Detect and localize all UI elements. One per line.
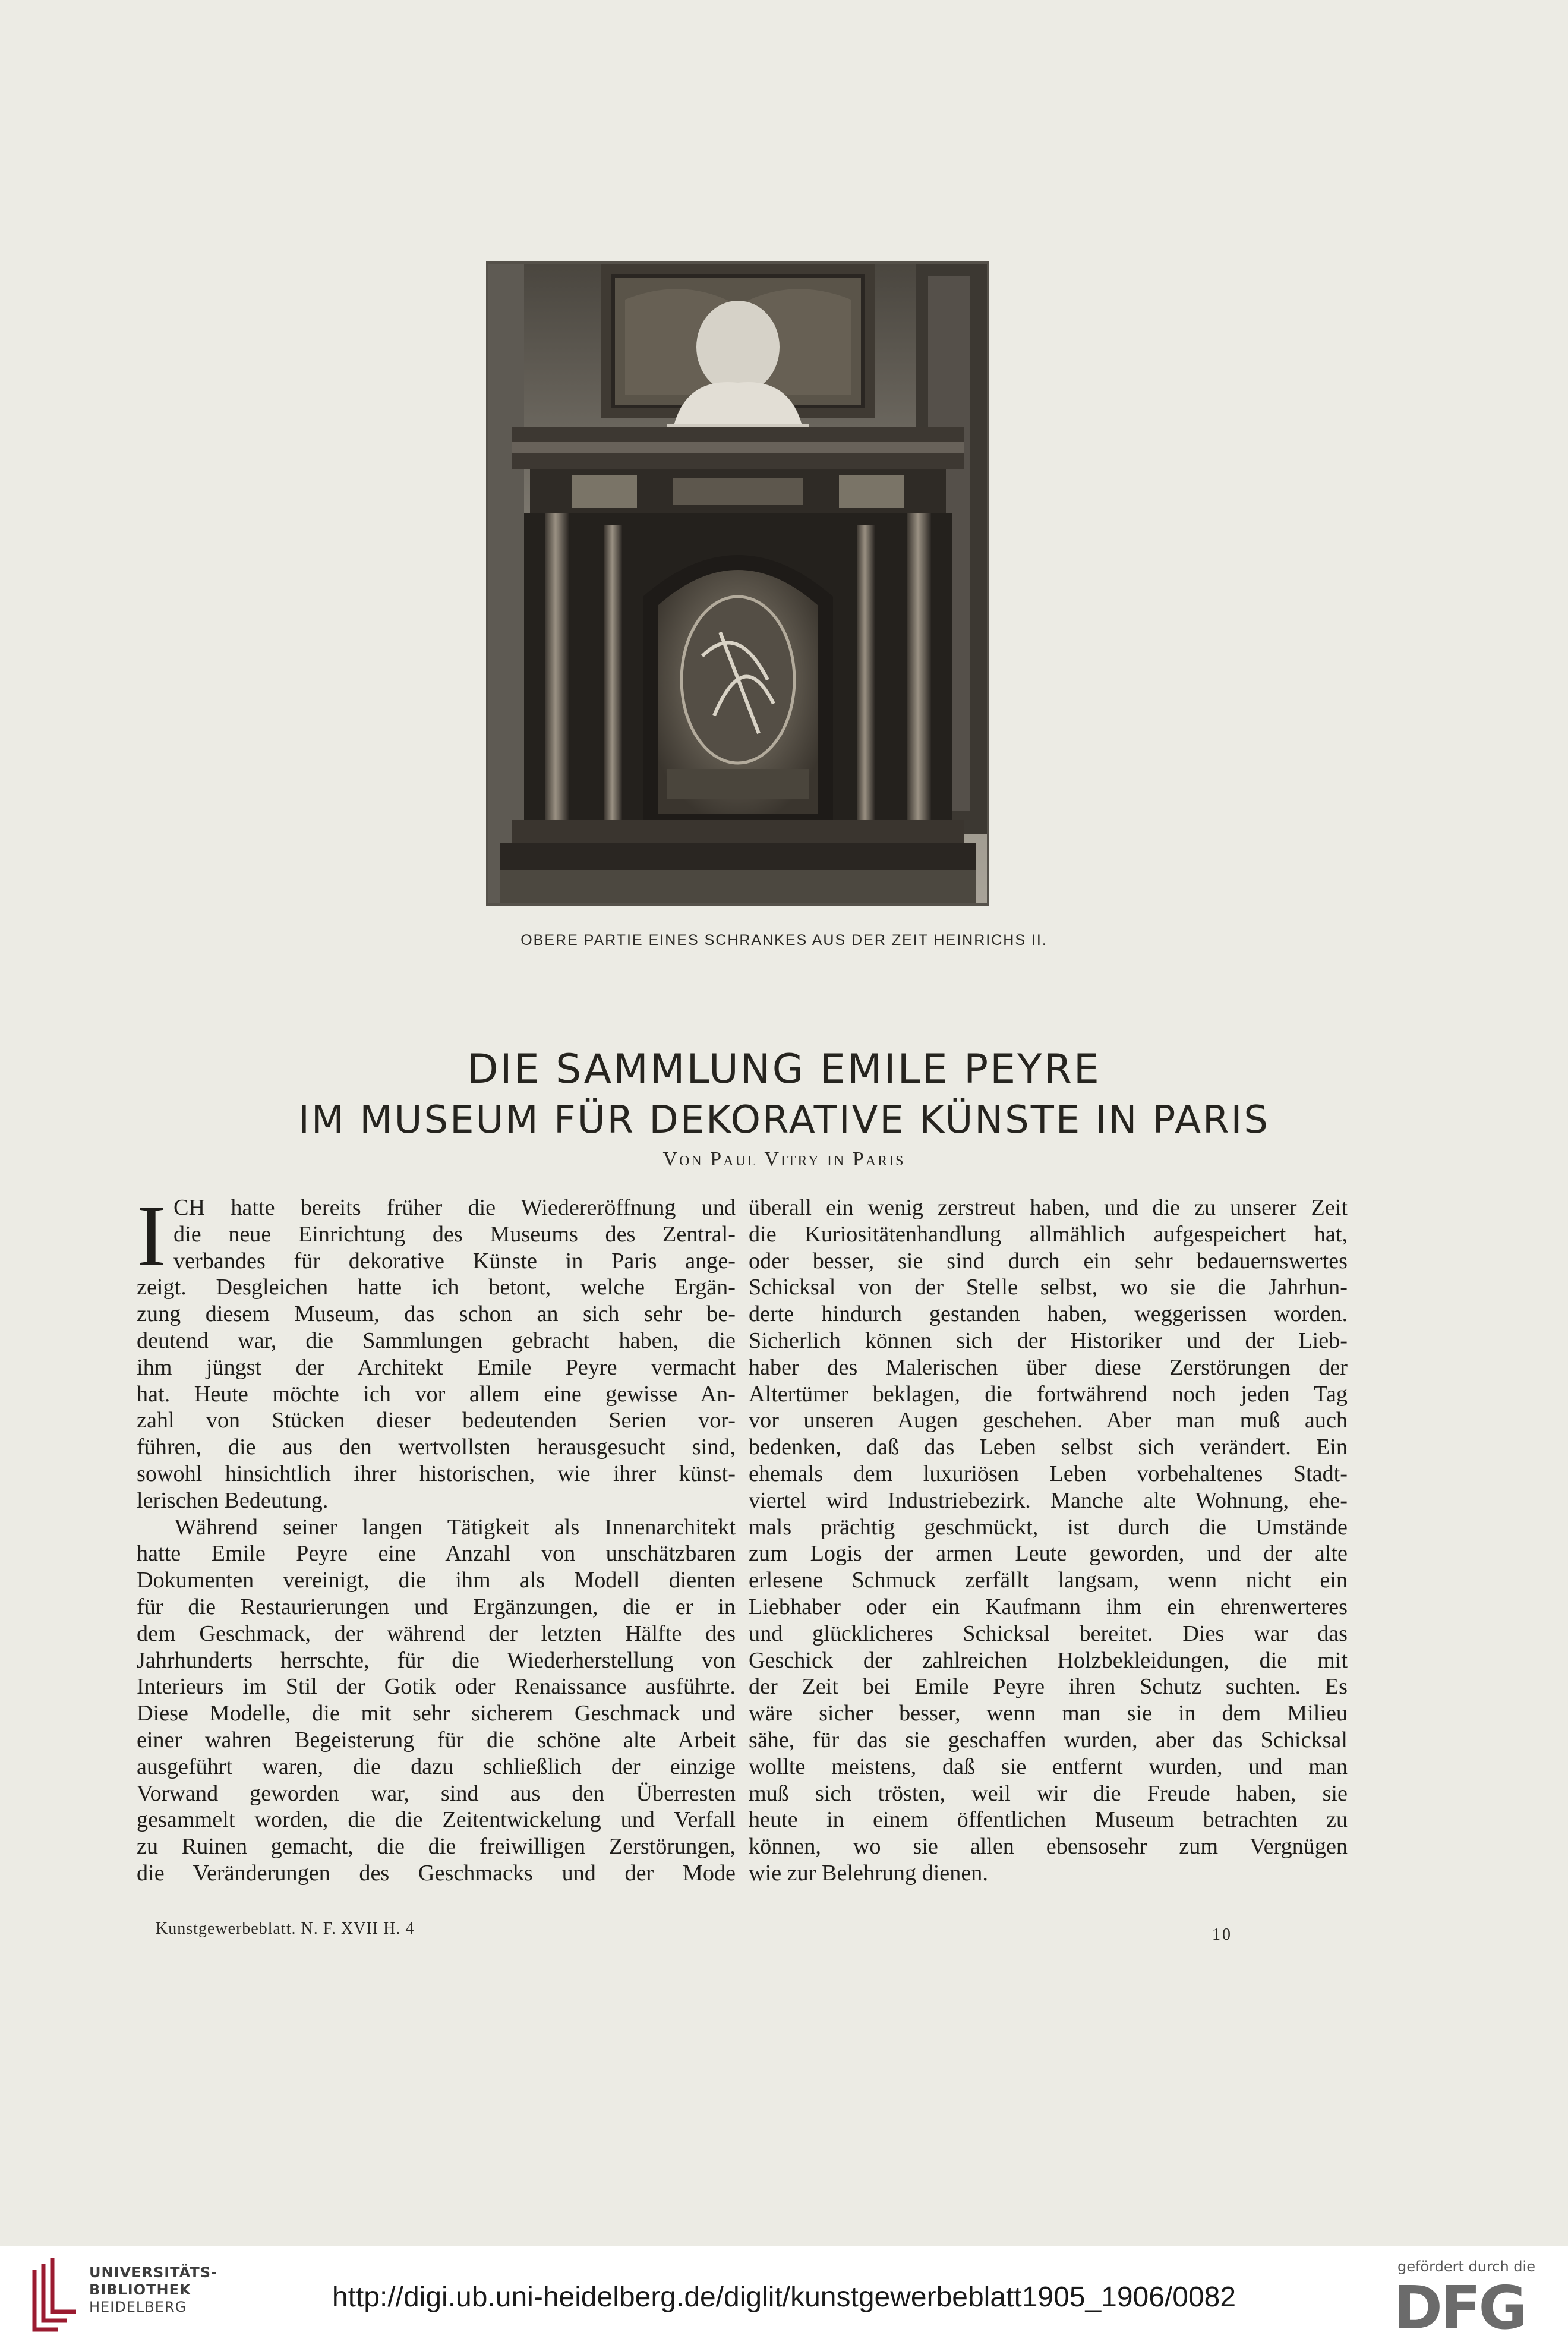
dfg-logo: DFG xyxy=(1393,2273,1525,2343)
journal-reference: Kunstgewerbeblatt. N. F. XVII H. 4 xyxy=(156,1920,415,1938)
text-line: vor unseren Augen geschehen. Aber man muß auch xyxy=(749,1408,1348,1433)
article-title-line-2: IM MUSEUM FÜR DEKORATIVE KÜNSTE IN PARIS xyxy=(298,1098,1270,1142)
text-line: verbandes für dekorative Künste in Paris ange- xyxy=(173,1248,736,1274)
text-line: Altertümer beklagen, die fortwährend noch jeden Tag xyxy=(749,1381,1348,1407)
text-line: Interieurs im Stil der Gotik oder Renaissance ausführte. xyxy=(137,1674,736,1700)
article-byline: Von Paul Vitry in Paris xyxy=(662,1148,906,1170)
text-line: ihm jüngst der Architekt Emile Peyre vermacht xyxy=(137,1354,736,1380)
cabinet-photograph xyxy=(486,261,989,906)
text-line: die Veränderungen des Geschmacks und der Mode xyxy=(137,1860,736,1886)
text-line: zum Logis der armen Leute geworden, und der alte xyxy=(749,1541,1348,1567)
text-line: Geschick der zahlreichen Holzbekleidungen, die mit xyxy=(749,1647,1348,1673)
text-line: zeigt. Desgleichen hatte ich betont, welche Ergän- xyxy=(137,1275,736,1300)
text-line: einer wahren Begeisterung für die schöne alte Arbeit xyxy=(137,1727,736,1753)
text-line: überall ein wenig zerstreut haben, und die zu unserer Zeit xyxy=(749,1195,1348,1220)
text-line: sowohl hinsichtlich ihrer historischen, wie ihrer künst- xyxy=(137,1461,736,1486)
text-line: Während seiner langen Tätigkeit als Innenarchitekt xyxy=(175,1514,736,1540)
drop-cap: I xyxy=(137,1187,166,1285)
text-line: CH hatte bereits früher die Wiedereröffnung und xyxy=(173,1195,736,1220)
text-line: zung diesem Museum, das schon an sich sehr be- xyxy=(137,1301,736,1327)
text-line: hatte Emile Peyre eine Anzahl von unschätzbaren xyxy=(137,1541,736,1567)
page-number: 10 xyxy=(1212,1925,1232,1944)
text-line: wäre sicher besser, wenn man sie in dem Milieu xyxy=(749,1701,1348,1726)
text-line: Vorwand geworden war, sind aus den Überresten xyxy=(137,1780,736,1806)
text-line: bedenken, daß das Leben selbst sich verändert. Ein xyxy=(749,1435,1348,1460)
text-line: sähe, für das sie geschaffen wurden, aber das Schicksal xyxy=(749,1727,1348,1753)
text-line: wie zur Belehrung dienen. xyxy=(749,1860,988,1886)
text-line: muß sich trösten, weil wir die Freude haben, sie xyxy=(749,1780,1348,1806)
text-line: und glücklicheres Schicksal bereitet. Dies war das xyxy=(749,1621,1348,1646)
text-line: viertel wird Industriebezirk. Manche alte Wohnung, ehe- xyxy=(749,1487,1348,1513)
text-line: erlesene Schmuck zerfällt langsam, wenn nicht ein xyxy=(749,1568,1348,1593)
text-line: mals prächtig geschmückt, ist durch die Umstände xyxy=(749,1514,1348,1540)
text-line: der Zeit bei Emile Peyre ihren Schutz suchten. Es xyxy=(749,1674,1348,1700)
text-line: heute in einem öffentlichen Museum betrachten zu xyxy=(749,1807,1348,1833)
text-column-right xyxy=(749,1194,1348,1887)
text-line: ausgeführt waren, die dazu schließlich der einzige xyxy=(137,1754,736,1779)
text-line: die Kuriositätenhandlung allmählich aufgespeichert hat, xyxy=(749,1221,1348,1247)
text-line: die neue Einrichtung des Museums des Zentral- xyxy=(173,1221,736,1247)
text-line: gesammelt worden, die die Zeitentwickelung und Verfall xyxy=(137,1807,736,1833)
text-line: wollte meistens, daß sie entfernt wurden, und man xyxy=(749,1754,1348,1779)
text-line: derte hindurch gestanden haben, weggerissen worden. xyxy=(749,1301,1348,1327)
text-line: dem Geschmack, der während der letzten Hälfte des xyxy=(137,1621,736,1646)
text-line: Sicherlich können sich der Historiker und der Lieb- xyxy=(749,1328,1348,1353)
text-line: lerischen Bedeutung. xyxy=(137,1487,329,1513)
library-name-line-2: BIBLIOTHEK xyxy=(89,2281,191,2298)
text-line: können, wo sie allen ebensosehr zum Vergnügen xyxy=(749,1834,1348,1859)
text-line: deutend war, die Sammlungen gebracht haben, die xyxy=(137,1328,736,1353)
library-name-line-1: UNIVERSITÄTS- xyxy=(89,2264,218,2281)
text-line: Schicksal von der Stelle selbst, wo sie die Jahrhun- xyxy=(749,1275,1348,1300)
library-name-line-3: HEIDELBERG xyxy=(89,2299,187,2315)
text-line: führen, die aus den wertvollsten herausgesucht sind, xyxy=(137,1435,736,1460)
text-line: zahl von Stücken dieser bedeutenden Serien vor- xyxy=(137,1408,736,1433)
text-line: Liebhaber oder ein Kaufmann ihm ein ehrenwerteres xyxy=(749,1594,1348,1619)
text-line: ehemals dem luxuriösen Leben vorbehaltenes Stadt- xyxy=(749,1461,1348,1486)
article-title-line-1: DIE SAMMLUNG EMILE PEYRE xyxy=(467,1046,1101,1093)
text-line: Diese Modelle, die mit sehr sicherem Geschmack und xyxy=(137,1701,736,1726)
text-line: hat. Heute möchte ich vor allem eine gewisse An- xyxy=(137,1381,736,1407)
plate-caption: OBERE PARTIE EINES SCHRANKES AUS DER ZEIT HEINRICHS II. xyxy=(520,932,1048,948)
text-column-left xyxy=(137,1187,736,1887)
text-line: zu Ruinen gemacht, die die freiwilligen Zerstörungen, xyxy=(137,1834,736,1859)
text-line: Dokumenten vereinigt, die ihm als Modell dienten xyxy=(137,1568,736,1593)
text-line: für die Restaurierungen und Ergänzungen, die er in xyxy=(137,1594,736,1619)
permalink-url[interactable]: http://digi.ub.uni-heidelberg.de/diglit/kunstgewerbeblatt1905_1906/0082 xyxy=(332,2281,1236,2313)
funder-text: gefördert durch die xyxy=(1397,2258,1535,2275)
text-line: oder besser, sie sind durch ein sehr bedauernswertes xyxy=(749,1248,1348,1274)
text-line: haber des Malerischen über diese Zerstörungen der xyxy=(749,1354,1348,1380)
text-line: Jahrhunderts herrschte, für die Wiederherstellung von xyxy=(137,1647,736,1673)
